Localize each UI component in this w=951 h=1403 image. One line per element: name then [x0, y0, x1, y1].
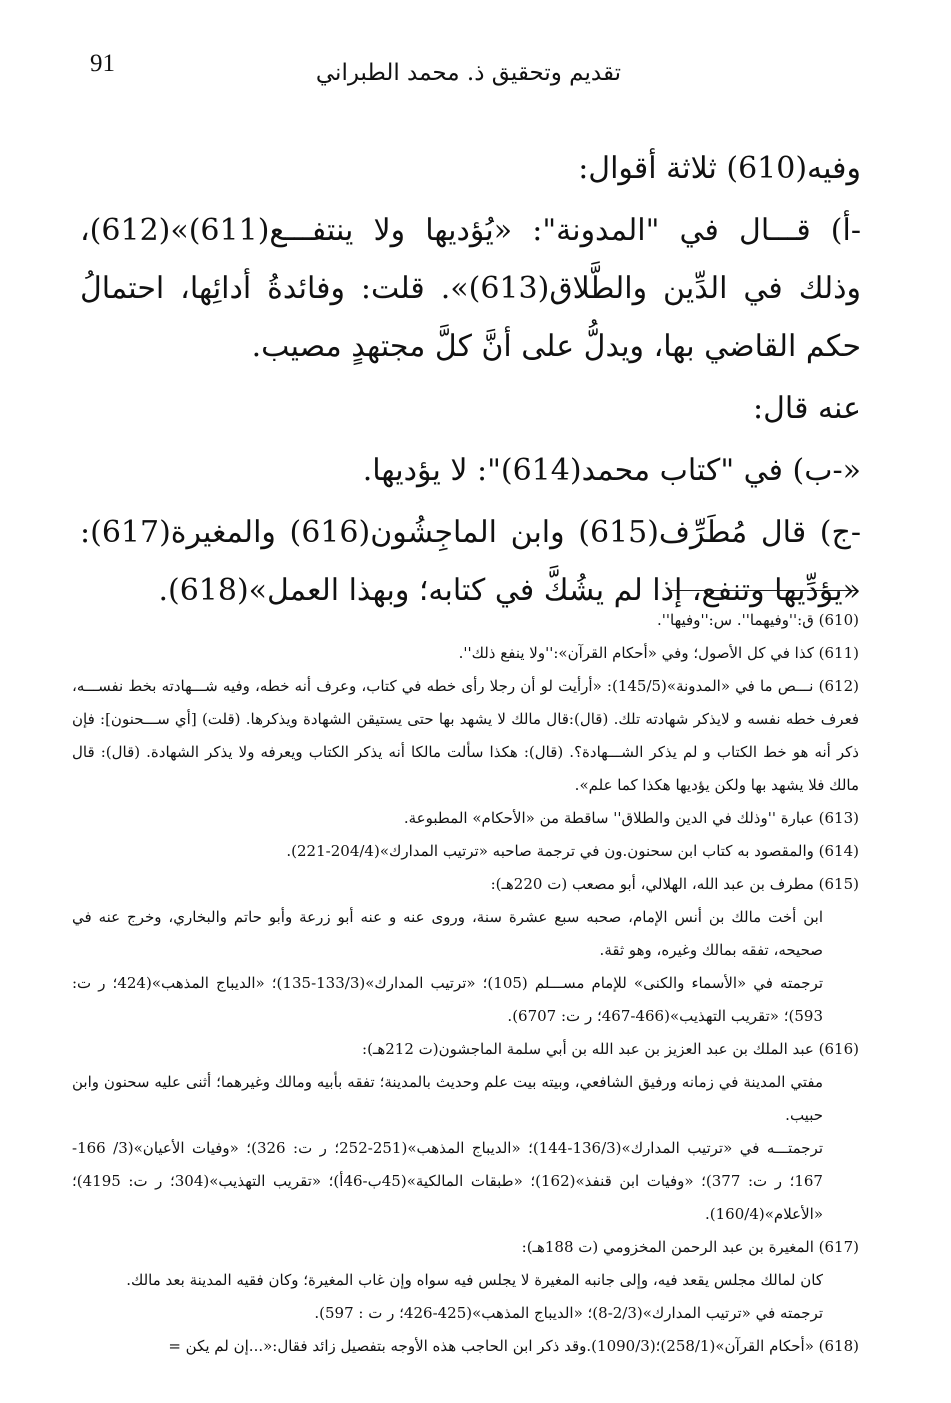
footnote: (618) «أحكام القرآن»(258/1)؛(1090/3).وقد ذكر ابن الحاجب هذه الأوجه بتفصيل زائد فقال:«...إن لم يكن =: [168, 1337, 859, 1355]
main-text: [80, 140, 861, 624]
body-paragraph: عنه قال:: [753, 391, 861, 426]
footnote-continuation: ترجمتـــه في «ترتيب المدارك»(136/3-144)؛ «الديباج المذهب»(251-252؛ ر ت: 326)؛ «وفيات الأعيان»(3/ 166-167؛ ر ت: 377)؛ «وفيات ابن قنفذ»(162)؛ «طبقات المالكية»(45ب-46أ)؛ «تقريب التهذيب»(304؛ ر ت: 4195)؛ «الأعلام»(160/4).: [72, 1139, 823, 1223]
footnote-continuation: مفتي المدينة في زمانه ورفيق الشافعي، وبيته بيت علم وحديث بالمدينة؛ تفقه بأبيه ومالك وغيرهما؛ أثنى عليه سحنون وابن حبيب.: [72, 1073, 823, 1124]
body-paragraph: «-ب) في "كتاب محمد(614)": لا يؤديها.: [362, 453, 861, 488]
footnote: (614) والمقصود به كتاب ابن سحنون.ون في ترجمة صاحبه «ترتيب المدارك»(204/4-221).: [286, 842, 859, 860]
page-number: 91: [90, 50, 115, 77]
footnote-continuation: ابن أخت مالك بن أنس الإمام، صحبه سبع عشرة سنة، وروى عنه و عنه أبو زرعة وأبو حاتم والبخاري، وخرج عنه في صحيحه، تفقه بمالك وغيره، وهو ثقة.: [72, 908, 823, 959]
footnote-continuation: كان لمالك مجلس يقعد فيه، وإلى جانبه المغيرة لا يجلس فيه سواه وإن غاب المغيرة؛ وكان فقيه المدينة بعد مالك.: [126, 1271, 823, 1289]
footnote: (613) عبارة ''وذلك في الدين والطلاق'' ساقطة من «الأحكام» المطبوعة.: [403, 809, 859, 827]
footnote-separator: [668, 590, 856, 591]
footnote: (616) عبد الملك بن عبد العزيز بن عبد الله بن أبي سلمة الماجشون(ت 212هـ):: [362, 1040, 859, 1058]
footnote: (611) كذا في كل الأصول؛ وفي «أحكام القرآن»:''ولا ينفع ذلك''.: [458, 644, 859, 662]
body-paragraph: وفيه(610) ثلاثة أقوال:: [578, 151, 861, 186]
footnote-continuation: ترجمته في «الأسماء والكنى» للإمام مســـلم (105)؛ «ترتيب المدارك»(133/3-135)؛ «الديباج المذهب»(424؛ ر ت: 593)؛ «تقريب التهذيب»(466-467؛ ر ت: 6707).: [72, 974, 823, 1025]
body-paragraph: -أ) قـــال في "المدونة": «يُؤديها ولا ينتفـــع(611)»(612)، وذلك في الدِّين والطَّلاق(613)». قلت: وفائدةُ أدائِها، احتمالُ حكم القاضي بها، ويدلُّ على أنَّ كلَّ مجتهدٍ مصيب.: [80, 213, 861, 364]
running-header: تقديم وتحقيق ذ. محمد الطبراني: [315, 60, 621, 86]
footnote-continuation: ترجمته في «ترتيب المدارك»(2/3-8)؛ «الديباج المذهب»(425-426؛ ر ت : 597).: [314, 1304, 823, 1322]
footnotes: [72, 604, 859, 1363]
body-paragraph: -ج) قال مُطَرِّف(615) وابن الماجِشُون(616) والمغيرة(617): «يؤدِّيها وتنفع، إذا لم يشُكَّ في كتابه؛ وبهذا العمل»(618).: [80, 515, 861, 608]
footnote: (610) ق:''وفيهما''. س:''وفيها''.: [657, 611, 859, 629]
footnote: (615) مطرف بن عبد الله، الهلالي، أبو مصعب (ت 220هـ):: [490, 875, 859, 893]
footnote: (612) نـــص ما في «المدونة»(145/5): «أرأيت لو أن رجلا رأى خطه في كتاب، وعرف أنه خطه، وفيه شـــهادته بخط نفســـه، فعرف خطه نفسه و لايذكر شهادته تلك. (قال):قال مالك لا يشهد بها حتى يستيقن الشهادة ويذكرها. (قلت) [أي ســـحنون]: فإن ذكر أنه هو خط الكتاب و لم يذكر الشـــهادة؟. (قال): هكذا سألت مالكا أنه يذكر الكتاب ويعرفه ولا يذكر الشهادة. (قال): قال مالك فلا يشهد بها ولكن يؤديها هكذا كما علم».: [72, 677, 859, 794]
footnote: (617) المغيرة بن عبد الرحمن المخزومي (ت 188هـ):: [521, 1238, 859, 1256]
